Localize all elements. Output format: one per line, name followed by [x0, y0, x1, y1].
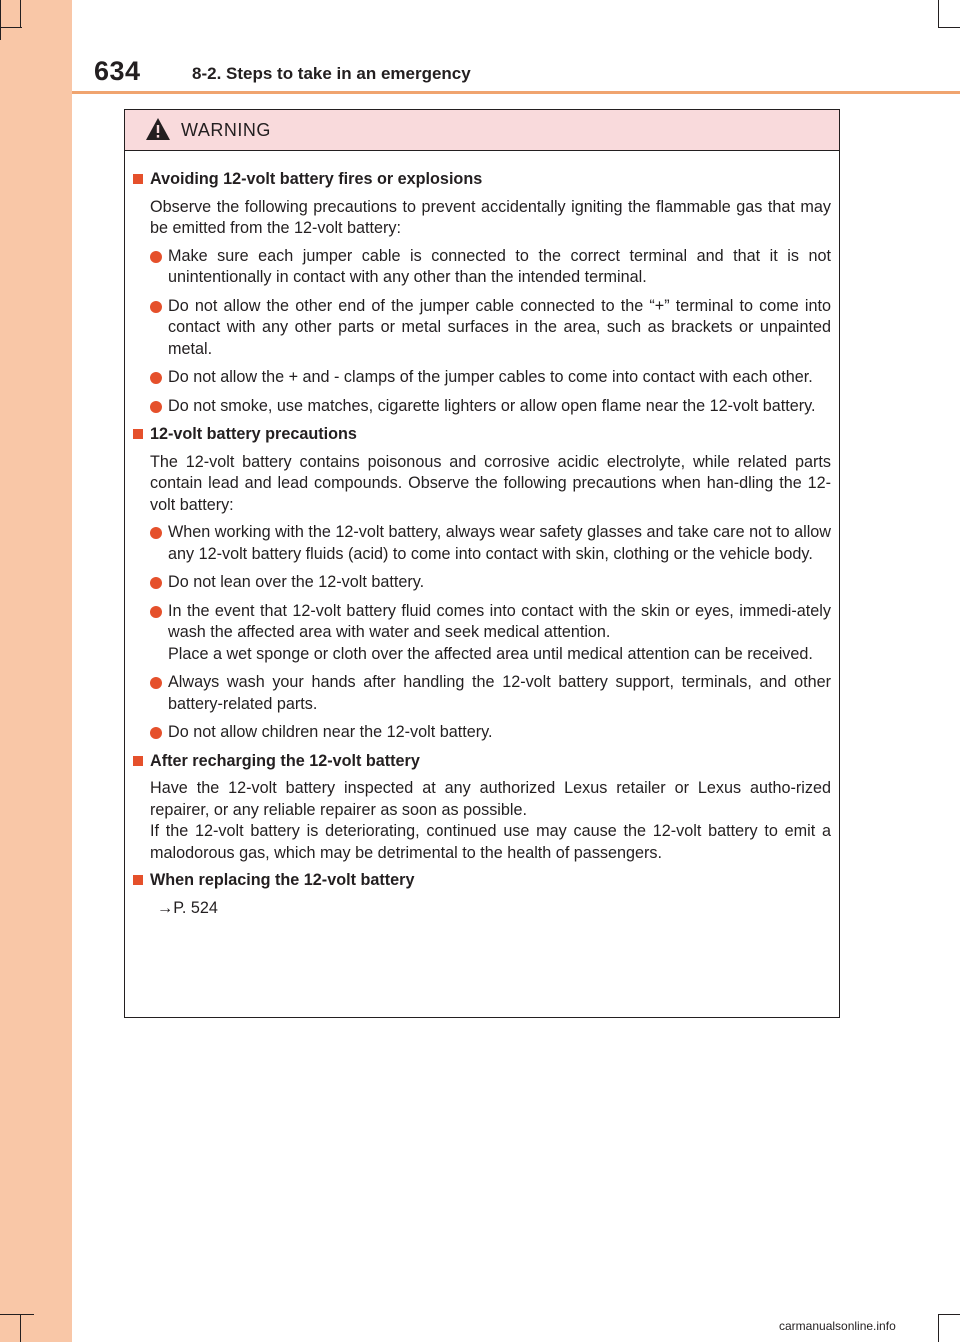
watermark: carmanualsonline.info: [779, 1319, 896, 1333]
round-bullet-icon: [150, 251, 162, 263]
warning-triangle-icon: [145, 117, 171, 141]
square-bullet-icon: [133, 756, 143, 766]
crop-mark: [938, 1314, 960, 1315]
paragraph: If the 12-volt battery is deteriorating, continued use may cause the 12-volt battery to emit a malodorous gas, which may be detrimental to the health of passengers.: [150, 822, 831, 862]
section-heading: [133, 751, 831, 773]
crop-mark: [938, 0, 939, 28]
list-item: [133, 722, 831, 744]
list-item: [133, 601, 831, 666]
page-header: [72, 52, 960, 92]
list-item-text: In the event that 12-volt battery fluid comes into contact with the skin or eyes, immedi-ately wash the affected area with water and seek medical attention.: [168, 601, 831, 641]
list-item: [133, 672, 831, 715]
section-heading: [133, 169, 831, 191]
warning-body: [125, 151, 839, 919]
section-heading-text: When replacing the 12-volt battery: [150, 871, 415, 889]
section-heading: [133, 424, 831, 446]
crop-mark: [0, 27, 22, 28]
warning-box: [124, 109, 840, 1018]
square-bullet-icon: [133, 875, 143, 885]
warning-header: [125, 110, 839, 151]
list-item-text: Make sure each jumper cable is connected to the correct terminal and that it is not unintentionally in contact with any other than the intended terminal.: [168, 246, 831, 286]
crop-mark: [20, 0, 21, 28]
square-bullet-icon: [133, 174, 143, 184]
header-rule: [72, 91, 960, 94]
list-item-text: Always wash your hands after handling the 12-volt battery support, terminals, and other battery-related parts.: [168, 673, 831, 713]
list-item-text: Do not allow children near the 12-volt battery.: [168, 723, 493, 741]
page-number: 634: [94, 56, 141, 86]
list-item: [133, 572, 831, 594]
paragraph: Observe the following precautions to prevent accidentally igniting the flammable gas that may be emitted from the 12-volt battery:: [150, 197, 831, 237]
paragraph: Have the 12-volt battery inspected at any authorized Lexus retailer or Lexus autho-rized repairer, or any reliable repairer as soon as possible.: [150, 779, 831, 819]
round-bullet-icon: [150, 727, 162, 739]
section-heading-text: Avoiding 12-volt battery fires or explosions: [150, 170, 483, 188]
section-heading: [133, 870, 831, 892]
list-item: [133, 396, 831, 418]
list-item: [133, 296, 831, 361]
crop-mark: [938, 27, 960, 28]
section-heading-text: 12-volt battery precautions: [150, 425, 357, 443]
round-bullet-icon: [150, 527, 162, 539]
round-bullet-icon: [150, 301, 162, 313]
paragraph: The 12-volt battery contains poisonous and corrosive acidic electrolyte, while related parts contain lead and lead compounds. Observe the following precautions when han-dling the 12-volt battery:: [150, 452, 831, 514]
section-heading-text: After recharging the 12-volt battery: [150, 751, 420, 770]
crop-mark: [0, 0, 1, 40]
list-item-text: When working with the 12-volt battery, always wear safety glasses and take care not to allow any 12-volt battery fluids (acid) to come into contact with skin, clothing or the vehicle body.: [168, 523, 831, 563]
list-item: [133, 522, 831, 565]
round-bullet-icon: [150, 606, 162, 618]
page-reference-link[interactable]: →P. 524: [157, 898, 218, 917]
list-item-continuation: Place a wet sponge or cloth over the affected area until medical attention can be received.: [168, 644, 813, 663]
section-title: 8-2. Steps to take in an emergency: [192, 64, 471, 83]
list-item-text: Do not smoke, use matches, cigarette lighters or allow open flame near the 12-volt battery.: [168, 396, 816, 415]
list-item-text: Do not lean over the 12-volt battery.: [168, 573, 425, 591]
round-bullet-icon: [150, 677, 162, 689]
crop-mark: [0, 1314, 34, 1315]
warning-title: WARNING: [181, 120, 271, 140]
round-bullet-icon: [150, 401, 162, 413]
list-item-text: Do not allow the other end of the jumper cable connected to the “+” terminal to come into contact with any other parts or metal surfaces in the area, such as brackets or unpainted metal.: [168, 296, 831, 358]
crop-mark: [20, 1314, 21, 1342]
list-item: [133, 246, 831, 289]
side-tab-strip: [0, 0, 72, 1342]
list-item-text: Do not allow the + and - clamps of the jumper cables to come into contact with each other.: [168, 368, 813, 386]
square-bullet-icon: [133, 429, 143, 439]
round-bullet-icon: [150, 372, 162, 384]
round-bullet-icon: [150, 577, 162, 589]
list-item: [133, 367, 831, 389]
crop-mark: [938, 1314, 939, 1342]
